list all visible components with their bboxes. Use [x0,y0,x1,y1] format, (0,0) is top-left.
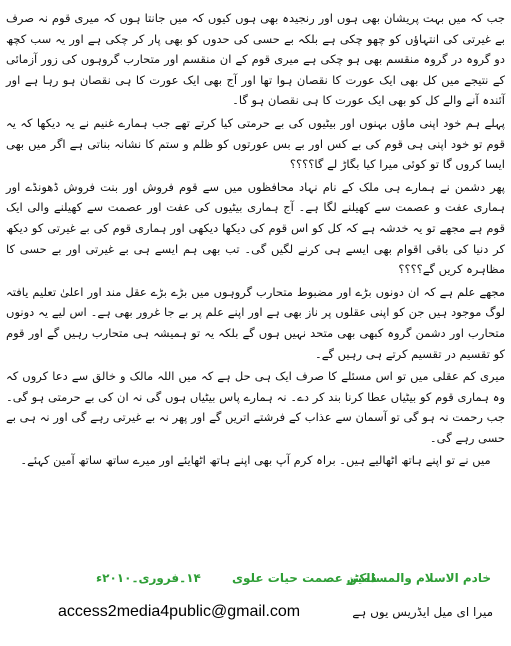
paragraph-5: میری کم عقلی میں تو اس مسئلے کا صرف ایک ہی حل ہے کہ میں اللہ مالک و خالق سے دعا کروں کہ وہ ہماری قوم کو بیٹیاں عطا کرنا بند کر دے۔ نہ ہمارے پاس بیٹیاں ہوں گی نہ ان کی بے حرمتی ہو گی۔ جب رحمت نہ ہو گی تو آسمان سے عذاب کے فرشتے اتریں گے اور پھر نہ بے غیرتی رہے گی اور نہ ہی بے حسی رہے گی۔ [6,369,505,445]
paragraph-1: جب کہ میں بہت پریشان بھی ہوں اور رنجیدہ بھی ہوں کیوں کہ میں جانتا ہوں کہ میری قوم نہ صرف بے غیرتی کی انتہاؤں کو چھو چکی ہے بلکہ بے حسی کی حدوں کو بھی پار کر چکی ہے اور یہ سب کچھ دو گروہ در گروہ منقسم بھی ہو چکی ہے میری قوم کے ان منقسم اور متحارب گروہوں کی زور آزمائی کے نتیجے میں کل بھی ایک عورت کا نقصان ہوا تھا اور آج بھی ایک عورت کا ہی نقصان ہو رہا ہے اور آئندہ آنے والے کل کو بھی ایک عورت کا ہی نقصان ہو گا۔ [6,11,505,108]
email-address[interactable]: access2media4public@gmail.com [58,603,301,620]
paragraph-2: پہلے ہم خود اپنی ماؤں بہنوں اور بیٹیوں کی بے حرمتی کیا کرتے تھے جب ہمارے غنیم نے یہ دیکھا کہ یہ قوم تو خود اپنی ہی قوم کی بے کس اور بے بس عورتوں کو ظلم و ستم کا نشانہ بناتی ہے اگر میں بھی ایسا کروں گا تو کوئی میرا کیا بگاڑ لے گا؟؟؟؟ [6,115,505,172]
paragraph-3: پھر دشمن نے ہمارے ہی ملک کے نام نہاد محافظوں میں سے قوم فروش اور بنت فروش ڈھونڈے اور ہماری عفت و عصمت سے کھیلنے لگا ہے۔ آج ہماری بیٹیوں کی عفت اور عصمت سے کھیلنے والی ایک قوم ہے مجھے تو یہ خدشہ ہے کہ کل کو اس قوم کی دیکھا دیکھی اور ہماری قوم کی بے غیرتی کو دیکھ کر دنیا کی باقی اقوام بھی ایسے ہی کرنے لگیں گی۔ تب بھی ہم ایسے ہی بے غیرتی اور بے حسی کا مظاہرہ کریں گے؟؟؟؟ [6,179,505,277]
signature-date: ۱۴۔فروری۔۲۰۱۰ء [96,571,201,585]
email-label: میرا ای میل ایڈریس یوں ہے [352,605,493,619]
paragraph-6: میں نے تو اپنے ہاتھ اٹھالیے ہیں۔ براہ کرم آپ بھی اپنے ہاتھ اٹھایئے اور میرے ساتھ ساتھ آمین کہئے۔ [20,453,491,468]
signature-title: خادم الاسلام والمسلمین [346,571,491,585]
signature-block [0,571,511,593]
signature-name: ڈاکٹر عصمت حیات علوی [232,571,376,585]
contact-line [0,603,511,627]
paragraph-4: مجھے علم ہے کہ ان دونوں بڑے اور مضبوط متحارب گروہوں میں بڑے بڑے عقل مند اور اعلیٰ تعلیم یافتہ لوگ موجود ہیں جن کو اپنی عقلوں پر ناز بھی ہے اور اپنے علم پر بے جا غرور بھی ہے۔ اس لیے یہ دونوں متحارب اور دشمن گروہ کبھی بھی متحد نہیں ہوں گے بلکہ یہ تو ہمیشہ ہی متحارب رہیں گے اور قوم کو تقسیم در تقسیم کرتے ہی رہیں گے۔ [6,284,505,361]
